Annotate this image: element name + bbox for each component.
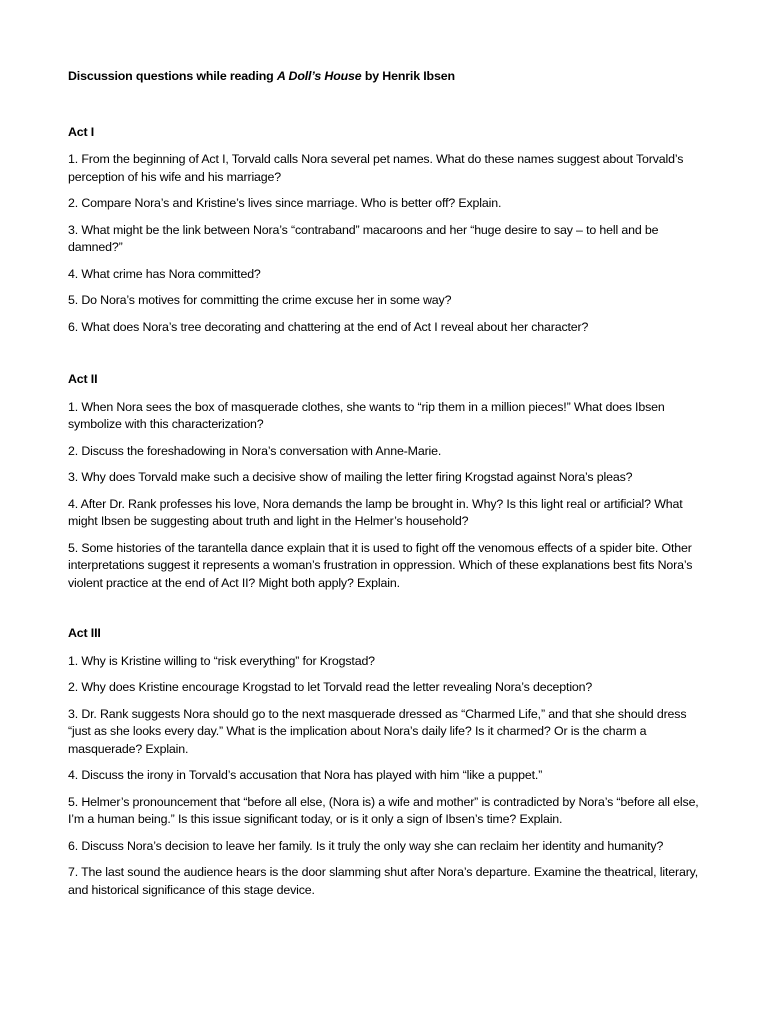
act-section-1 [68,124,708,337]
document-page [68,68,708,908]
question-item: 3. Dr. Rank suggests Nora should go to the next masquerade dressed as “Charmed Life,” and that she should dress “just as she looks every day.” What is the implication about Nora’s daily life? Is it charmed? Or is the charm a masquerade? Explain. [68,706,687,756]
act-section-2 [68,371,708,592]
document-title-suffix: by Henrik Ibsen [361,69,455,83]
act-heading: Act I [68,124,95,139]
question-item: 1. When Nora sees the box of masquerade clothes, she wants to “rip them in a million pieces!” What does Ibsen symbolize with this characterization? [68,399,665,431]
question-item: 2. Compare Nora’s and Kristine’s lives since marriage. Who is better off? Explain. [68,196,502,210]
act-heading: Act II [68,372,98,386]
act-heading: Act III [68,626,101,640]
question-item: 2. Discuss the foreshadowing in Nora’s conversation with Anne-Marie. [68,443,442,458]
question-item: 3. What might be the link between Nora’s “contraband” macaroons and her “huge desire to say – to hell and be damned?” [68,222,659,254]
act-section-3 [68,625,708,899]
document-title-work: A Doll’s House [276,69,362,83]
question-item: 5. Helmer’s pronouncement that “before all else, (Nora is) a wife and mother” is contradicted by Nora’s “before all else, I’m a human being.” Is this issue significant today, or is it only a sign of Ibsen’s time? Explain. [68,794,699,826]
question-item: 1. Why is Kristine willing to “risk everything” for Krogstad? [68,653,375,668]
question-item: 4. Discuss the irony in Torvald’s accusation that Nora has played with him “like a puppet.” [68,768,543,782]
question-item: 4. After Dr. Rank professes his love, Nora demands the lamp be brought in. Why? Is this light real or artificial? What might Ibsen be suggesting about truth and light in the Helmer’s household? [68,496,683,528]
question-item: 4. What crime has Nora committed? [68,266,261,281]
question-item: 3. Why does Torvald make such a decisive show of mailing the letter firing Krogstad against Nora’s pleas? [68,470,633,484]
document-title [68,68,708,86]
question-item: 5. Do Nora’s motives for committing the crime excuse her in some way? [68,293,452,307]
question-list [68,399,708,593]
question-list [68,653,708,900]
question-item: 1. From the beginning of Act I, Torvald calls Nora several pet names. What do these names suggest about Torvald’s perception of his wife and his marriage? [68,152,684,184]
question-item: 6. What does Nora’s tree decorating and chattering at the end of Act I reveal about her character? [68,319,589,334]
question-list [68,151,708,336]
question-item: 5. Some histories of the tarantella dance explain that it is used to fight off the venomous effects of a spider bite. Other interpretations suggest it represents a woman’s frustration in oppression. Which of these explanations best fits Nora’s violent practice at the end of Act II? Might both apply? Explain. [68,540,693,590]
document-title-prefix: Discussion questions while reading [68,69,277,83]
question-item: 7. The last sound the audience hears is the door slamming shut after Nora’s departure. Examine the theatrical, literary, and historical significance of this stage device. [68,865,699,897]
question-item: 6. Discuss Nora’s decision to leave her family. Is it truly the only way she can reclaim her identity and humanity? [68,838,664,853]
question-item: 2. Why does Kristine encourage Krogstad to let Torvald read the letter revealing Nora’s deception? [68,680,593,694]
